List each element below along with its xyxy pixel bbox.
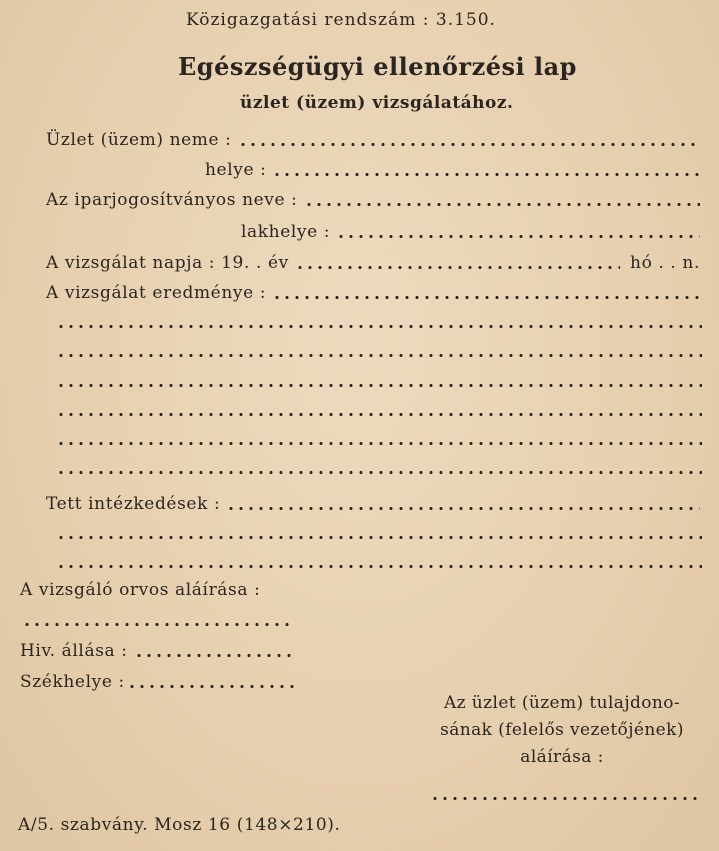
inspection-date-dots — [295, 266, 620, 269]
seat-dots — [127, 685, 294, 688]
form-title: Egészségügyi ellenőrzési lap — [178, 52, 577, 81]
result-line-5[interactable] — [56, 442, 702, 445]
owner-signature-line1: Az üzlet (üzem) tulajdono- — [443, 693, 681, 713]
doctor-signature-label: A vizsgáló orvos aláírása : — [20, 580, 261, 600]
owner-signature-line[interactable] — [430, 797, 702, 800]
licensee-name-dots — [304, 203, 701, 206]
owner-signature-line3: aláírása : — [520, 747, 604, 767]
owner-signature-block — [412, 690, 712, 771]
result-line-1[interactable] — [56, 325, 702, 328]
form-subtitle: üzlet (üzem) vizsgálatához. — [240, 93, 514, 113]
doctor-signature-line[interactable] — [22, 623, 294, 626]
footer-standard: A/5. szabvány. Mosz 16 (148×210). — [18, 815, 341, 835]
licensee-residence-field[interactable] — [241, 222, 700, 242]
official-position-field[interactable] — [20, 641, 292, 661]
seat-field[interactable] — [20, 672, 294, 692]
licensee-name-field[interactable] — [46, 190, 700, 210]
result-line-2[interactable] — [56, 354, 702, 357]
shop-type-field[interactable] — [46, 130, 700, 150]
inspection-result-dots — [272, 296, 700, 299]
shop-type-dots — [238, 143, 701, 146]
measures-taken-field[interactable] — [46, 494, 700, 514]
shop-type-label: Üzlet (üzem) neme : — [46, 130, 232, 150]
inspection-result-label: A vizsgálat eredménye : — [46, 283, 267, 303]
measures-line-1[interactable] — [56, 536, 702, 539]
month-day-label: hó . . n. — [630, 253, 700, 273]
shop-location-dots — [272, 173, 700, 176]
result-line-6[interactable] — [56, 471, 702, 474]
licensee-residence-label: lakhelye : — [241, 222, 331, 242]
licensee-residence-dots — [336, 235, 700, 238]
registry-number: Közigazgatási rendszám : 3.150. — [186, 10, 496, 30]
measures-line-2[interactable] — [56, 565, 702, 568]
shop-location-label: helye : — [205, 160, 267, 180]
inspection-result-field[interactable] — [46, 283, 700, 303]
official-position-dots — [134, 654, 292, 657]
measures-taken-label: Tett intézkedések : — [46, 494, 221, 514]
owner-signature-line2: sának (felelős vezetőjének) — [440, 720, 684, 740]
result-line-3[interactable] — [56, 384, 702, 387]
measures-taken-dots — [226, 507, 700, 510]
inspection-date-field[interactable] — [46, 253, 700, 273]
shop-location-field[interactable] — [205, 160, 700, 180]
seat-label: Székhelye : — [20, 672, 125, 692]
inspection-date-label: A vizsgálat napja : 19. . év — [46, 253, 289, 273]
licensee-name-label: Az iparjogosítványos neve : — [46, 190, 298, 210]
result-line-4[interactable] — [56, 413, 702, 416]
official-position-label: Hiv. állása : — [20, 641, 128, 661]
